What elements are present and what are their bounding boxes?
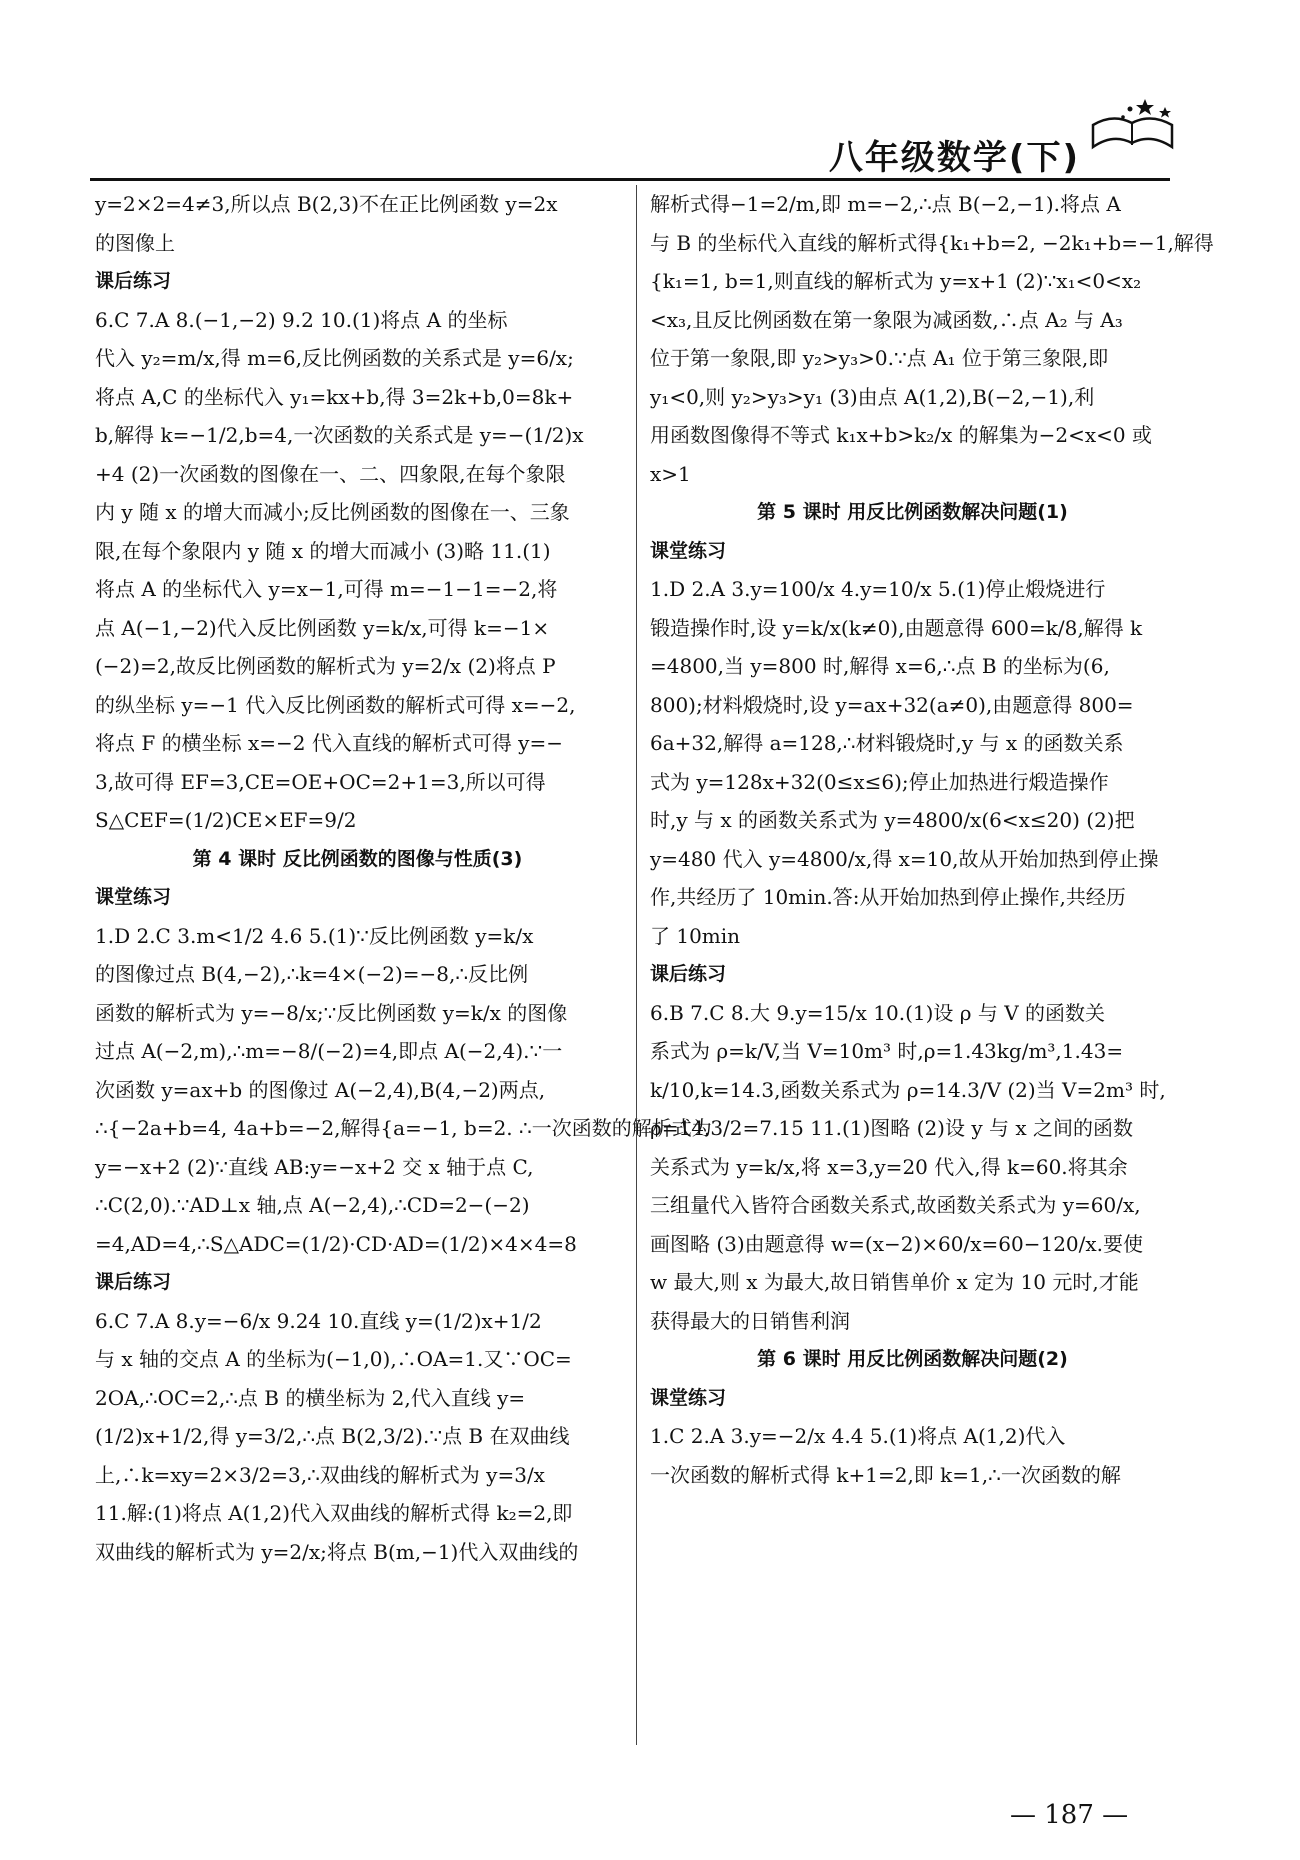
text-line: 将点 A 的坐标代入 y=x−1,可得 m=−1−1=−2,将	[95, 577, 558, 601]
text-line: 的图像上	[95, 230, 175, 255]
text-line: 位于第一象限,即 y₂>y₃>0.∵点 A₁ 位于第三象限,即	[650, 346, 1109, 370]
page-header	[0, 0, 1300, 180]
text-line: 双曲线的解析式为 y=2/x;将点 B(m,−1)代入双曲线的	[95, 1539, 579, 1564]
text-line: 用函数图像得不等式 k₁x+b>k₂/x 的解集为−2<x<0 或	[650, 423, 1152, 447]
section-title: 第 5 课时 用反比例函数解决问题(1)	[757, 501, 1068, 523]
text-line: y₁<0,则 y₂>y₃>y₁ (3)由点 A(1,2),B(−2,−1),利	[650, 384, 1095, 409]
text-line: 解析式得−1=2/m,即 m=−2,∴点 B(−2,−1).将点 A	[650, 192, 1121, 216]
text-line: 与 x 轴的交点 A 的坐标为(−1,0),∴OA=1.又∵OC=	[95, 1347, 572, 1371]
text-line: <x₃,且反比例函数在第一象限为减函数,∴点 A₂ 与 A₃	[650, 307, 1123, 332]
text-line: 11.解:(1)将点 A(1,2)代入双曲线的解析式得 k₂=2,即	[95, 1501, 573, 1525]
text-line: 1.D 2.A 3.y=100/x 4.y=10/x 5.(1)停止煅烧进行	[650, 577, 1106, 601]
text-line: 1.D 2.C 3.m<1/2 4.6 5.(1)∵反比例函数 y=k/x	[95, 923, 534, 948]
text-line: y=480 代入 y=4800/x,得 x=10,故从开始加热到停止操	[650, 846, 1159, 871]
text-line: 将点 F 的横坐标 x=−2 代入直线的解析式可得 y=−	[95, 731, 563, 755]
text-line: 函数的解析式为 y=−8/x;∵反比例函数 y=k/x 的图像	[95, 1000, 568, 1025]
text-line: 内 y 随 x 的增大而减小;反比例函数的图像在一、三象	[95, 500, 570, 524]
text-line: 点 A(−1,−2)代入反比例函数 y=k/x,可得 k=−1×	[95, 615, 550, 640]
text-line: (−2)=2,故反比例函数的解析式为 y=2/x (2)将点 P	[95, 654, 556, 678]
text-line: 作,共经历了 10min.答:从开始加热到停止操作,共经历	[650, 885, 1126, 909]
section-heading: 课堂练习	[650, 539, 727, 562]
text-line: 上,∴k=xy=2×3/2=3,∴双曲线的解析式为 y=3/x	[95, 1462, 545, 1487]
section-title: 第 4 课时 反比例函数的图像与性质(3)	[192, 847, 523, 870]
text-line: 次函数 y=ax+b 的图像过 A(−2,4),B(4,−2)两点,	[95, 1077, 546, 1102]
text-line: 画图略 (3)由题意得 w=(x−2)×60/x=60−120/x.要使	[650, 1231, 1144, 1256]
page-number: — 187 —	[1010, 1800, 1129, 1830]
text-line: 了 10min	[650, 923, 741, 948]
text-line: 过点 A(−2,m),∴m=−8/(−2)=4,即点 A(−2,4).∵一	[95, 1039, 563, 1063]
text-line: 锻造操作时,设 y=k/x(k≠0),由题意得 600=k/8,解得 k	[650, 615, 1143, 640]
text-line: 的图像过点 B(4,−2),∴k=4×(−2)=−8,∴反比例	[95, 962, 529, 986]
text-line: 系式为 ρ=k/V,当 V=10m³ 时,ρ=1.43kg/m³,1.43=	[650, 1039, 1124, 1063]
text-line: 限,在每个象限内 y 随 x 的增大而减小 (3)略 11.(1)	[95, 538, 551, 563]
section-heading: 课后练习	[95, 270, 172, 292]
text-line: 1.C 2.A 3.y=−2/x 4.4 5.(1)将点 A(1,2)代入	[650, 1424, 1066, 1448]
text-line: 三组量代入皆符合函数关系式,故函数关系式为 y=60/x,	[650, 1193, 1141, 1217]
text-line: ∴{−2a+b=4, 4a+b=−2,解得{a=−1, b=2. ∴一次函数的解析式为	[95, 1116, 712, 1140]
text-line: 6.C 7.A 8.y=−6/x 9.24 10.直线 y=(1/2)x+1/2	[95, 1308, 542, 1333]
section-heading: 课后练习	[650, 963, 727, 985]
text-line: 2OA,∴OC=2,∴点 B 的横坐标为 2,代入直线 y=	[95, 1385, 526, 1410]
text-line: =4800,当 y=800 时,解得 x=6,∴点 B 的坐标为(6,	[650, 654, 1110, 678]
text-line: x>1	[650, 461, 691, 486]
text-line: 代入 y₂=m/x,得 m=6,反比例函数的关系式是 y=6/x;	[95, 346, 574, 370]
text-line: 时,y 与 x 的函数关系式为 y=4800/x(6<x≤20) (2)把	[650, 808, 1135, 832]
text-line: S△CEF=(1/2)CE×EF=9/2	[95, 808, 357, 832]
section-heading: 课堂练习	[95, 886, 172, 908]
text-line: (1/2)x+1/2,得 y=3/2,∴点 B(2,3/2).∵点 B 在双曲线	[95, 1424, 570, 1448]
text-line: 3,故可得 EF=3,CE=OE+OC=2+1=3,所以可得	[95, 769, 546, 794]
text-line: w 最大,则 x 为最大,故日销售单价 x 定为 10 元时,才能	[650, 1270, 1139, 1294]
text-line: 800);材料煅烧时,设 y=ax+32(a≠0),由题意得 800=	[650, 692, 1134, 717]
text-line: {k₁=1, b=1,则直线的解析式为 y=x+1 (2)∵x₁<0<x₂	[650, 269, 1142, 293]
text-line: ρ=14.3/2=7.15 11.(1)图略 (2)设 y 与 x 之间的函数	[650, 1116, 1133, 1140]
open-book-with-stars-icon	[1085, 95, 1180, 159]
text-line: 6.C 7.A 8.(−1,−2) 9.2 10.(1)将点 A 的坐标	[95, 307, 508, 332]
text-line: 关系式为 y=k/x,将 x=3,y=20 代入,得 k=60.将其余	[650, 1154, 1128, 1179]
text-line: ∴C(2,0).∵AD⊥x 轴,点 A(−2,4),∴CD=2−(−2)	[95, 1193, 530, 1217]
column-divider	[636, 185, 637, 1745]
text-line: 的纵坐标 y=−1 代入反比例函数的解析式可得 x=−2,	[95, 692, 576, 717]
section-heading: 课堂练习	[650, 1386, 727, 1409]
text-line: 获得最大的日销售利润	[650, 1308, 850, 1333]
section-title: 第 6 课时 用反比例函数解决问题(2)	[757, 1348, 1068, 1370]
header-rule	[90, 178, 1170, 181]
text-line: 与 B 的坐标代入直线的解析式得{k₁+b=2, −2k₁+b=−1,解得	[650, 230, 1214, 255]
page-title: 八年级数学(下)	[828, 138, 1080, 178]
text-line: 6.B 7.C 8.大 9.y=15/x 10.(1)设 ρ 与 V 的函数关	[650, 1000, 1106, 1025]
right-column	[650, 185, 1214, 1745]
section-heading: 课后练习	[95, 1271, 172, 1293]
text-line: +4 (2)一次函数的图像在一、二、四象限,在每个象限	[95, 461, 566, 486]
text-line: y=2×2=4≠3,所以点 B(2,3)不在正比例函数 y=2x	[95, 192, 558, 216]
text-line: k/10,k=14.3,函数关系式为 ρ=14.3/V (2)当 V=2m³ 时,	[650, 1077, 1166, 1102]
text-line: y=−x+2 (2)∵直线 AB:y=−x+2 交 x 轴于点 C,	[95, 1154, 534, 1179]
text-line: 6a+32,解得 a=128,∴材料锻烧时,y 与 x 的函数关系	[650, 731, 1124, 755]
text-line: 一次函数的解析式得 k+1=2,即 k=1,∴一次函数的解	[650, 1462, 1121, 1487]
text-line: 将点 A,C 的坐标代入 y₁=kx+b,得 3=2k+b,0=8k+	[95, 384, 574, 409]
text-line: b,解得 k=−1/2,b=4,一次函数的关系式是 y=−(1/2)x	[95, 423, 584, 447]
text-line: =4,AD=4,∴S△ADC=(1/2)·CD·AD=(1/2)×4×4=8	[95, 1231, 577, 1256]
text-line: 式为 y=128x+32(0≤x≤6);停止加热进行煅造操作	[650, 769, 1109, 794]
